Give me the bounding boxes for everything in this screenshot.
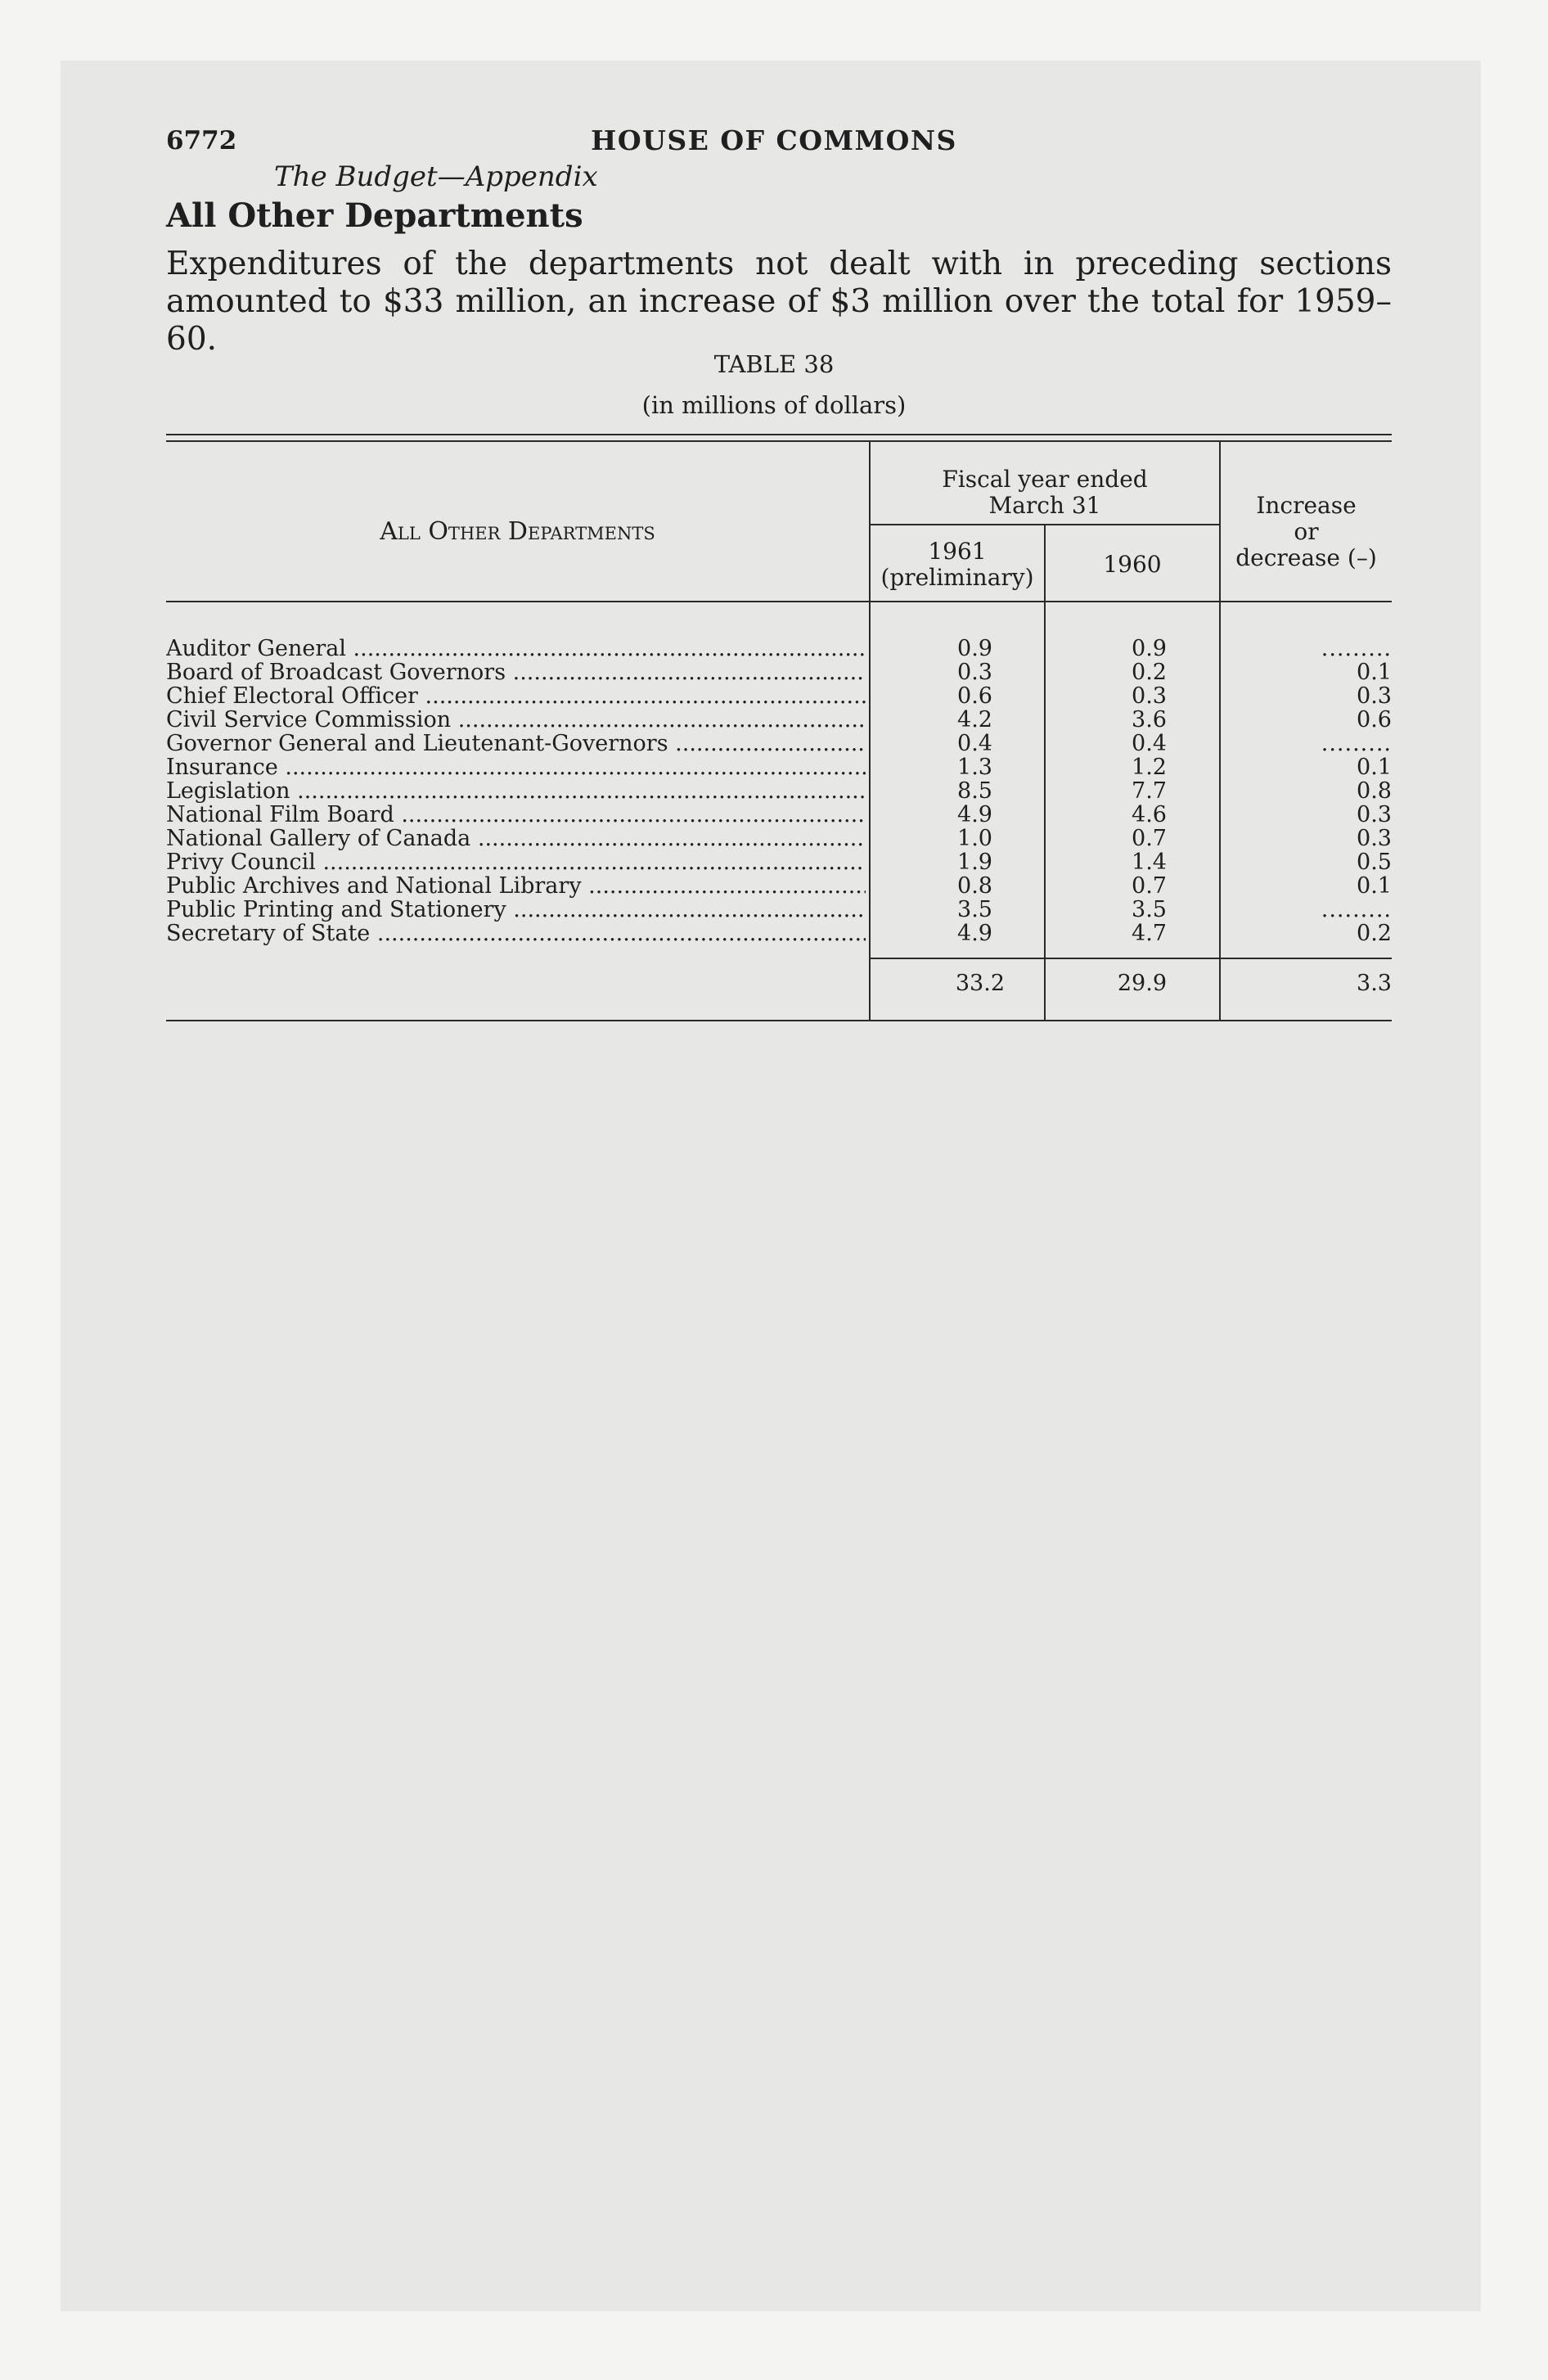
intro-line-1: Expenditures of the departments not dealt with in preceding sections	[166, 246, 1392, 282]
value-change: 0.1	[1357, 755, 1392, 779]
table-row	[166, 708, 1393, 732]
total-1960: 29.9	[1117, 971, 1167, 996]
department-name: Board of Broadcast Governors .....	[166, 660, 866, 684]
table-row	[166, 898, 1393, 922]
department-name: Auditor General .....	[166, 637, 866, 660]
value-1960: 1.2	[1132, 755, 1167, 780]
total-1961: 33.2	[955, 971, 1005, 996]
value-change: 0.3	[1357, 684, 1392, 708]
table-caption: TABLE 38	[713, 350, 835, 378]
table-row	[166, 732, 1393, 755]
value-1961: 1.0	[957, 826, 992, 851]
value-1961: 0.9	[957, 636, 992, 661]
value-1961: 4.9	[957, 921, 992, 946]
value-1960: 7.7	[1132, 778, 1167, 804]
table-row	[166, 850, 1393, 874]
value-1960: 0.2	[1132, 660, 1167, 685]
table-row	[166, 803, 1393, 827]
section-subtitle: The Budget—Appendix	[274, 160, 598, 193]
value-change: 0.6	[1357, 708, 1392, 732]
col-1961-header	[871, 539, 1044, 591]
department-name: National Film Board .....	[166, 803, 866, 827]
value-1960: 0.9	[1132, 636, 1167, 661]
change-header	[1221, 493, 1392, 571]
value-1961: 4.9	[957, 802, 992, 827]
table-row	[166, 660, 1393, 684]
fiscal-header-line-1: Fiscal year ended	[942, 466, 1148, 493]
change-header-line-3: decrease (–)	[1235, 544, 1377, 571]
value-1960: 1.4	[1132, 850, 1167, 875]
section-title: All Other Departments	[166, 196, 583, 235]
table-row	[166, 755, 1393, 779]
department-name: Privy Council .....	[166, 850, 866, 874]
value-change: .........	[1321, 637, 1392, 660]
total-row	[166, 971, 1393, 995]
table-row	[166, 684, 1393, 708]
value-change: 0.3	[1357, 803, 1392, 827]
table-bottom-rule	[166, 1020, 1392, 1021]
value-change: 0.5	[1357, 850, 1392, 874]
col-1961-year: 1961	[928, 538, 987, 565]
value-1960: 0.7	[1132, 873, 1167, 899]
value-1960: 0.3	[1132, 683, 1167, 709]
value-1961: 0.4	[957, 731, 992, 756]
value-1961: 1.3	[957, 755, 992, 780]
table-row	[166, 922, 1393, 945]
department-name: Civil Service Commission .....	[166, 708, 866, 732]
value-change: .........	[1321, 732, 1392, 755]
table-row	[166, 874, 1393, 898]
running-head: HOUSE OF COMMONS	[591, 124, 957, 156]
value-1961: 8.5	[957, 778, 992, 804]
value-1960: 0.7	[1132, 826, 1167, 851]
table-row	[166, 827, 1393, 850]
value-change: .........	[1321, 898, 1392, 922]
department-name: National Gallery of Canada .....	[166, 827, 866, 850]
value-change: 0.8	[1357, 779, 1392, 803]
stub-header: All Other Departments	[380, 517, 655, 546]
value-1961: 4.2	[957, 707, 992, 732]
table-row	[166, 779, 1393, 803]
department-name: Governor General and Lieutenant-Governors .....	[166, 732, 866, 755]
value-change: 0.2	[1357, 922, 1392, 945]
value-1961: 0.8	[957, 873, 992, 899]
fiscal-header	[871, 467, 1219, 519]
value-1960: 3.5	[1132, 897, 1167, 922]
table-top-rule-2	[166, 440, 1392, 442]
department-name: Secretary of State .....	[166, 922, 866, 945]
value-change: 0.1	[1357, 660, 1392, 684]
table-units: (in millions of dollars)	[641, 391, 907, 419]
value-change: 0.3	[1357, 827, 1392, 850]
department-name: Insurance .....	[166, 755, 866, 779]
value-1960: 0.4	[1132, 731, 1167, 756]
table-row	[166, 637, 1393, 660]
intro-line-2: amounted to $33 million, an increase of $3 million over the total for 1959–60.	[166, 283, 1392, 358]
col-1961-note: (preliminary)	[880, 564, 1034, 591]
header-rule	[166, 601, 1392, 602]
total-change: 3.3	[1357, 971, 1392, 995]
fiscal-header-line-2: March 31	[988, 492, 1101, 519]
department-name: Public Printing and Stationery .....	[166, 898, 866, 922]
value-1960: 4.6	[1132, 802, 1167, 827]
value-1961: 0.3	[957, 660, 992, 685]
col-1960-header: 1960	[1103, 551, 1162, 578]
value-1961: 1.9	[957, 850, 992, 875]
value-change: 0.1	[1357, 874, 1392, 898]
department-name: Legislation .....	[166, 779, 866, 803]
change-header-line-1: Increase	[1256, 492, 1357, 519]
department-name: Chief Electoral Officer .....	[166, 684, 866, 708]
department-name: Public Archives and National Library .....	[166, 874, 866, 898]
change-header-line-2: or	[1294, 518, 1319, 545]
value-1961: 3.5	[957, 897, 992, 922]
value-1961: 0.6	[957, 683, 992, 709]
total-rule	[869, 958, 1392, 959]
value-1960: 4.7	[1132, 921, 1167, 946]
value-1960: 3.6	[1132, 707, 1167, 732]
intro-paragraph	[166, 246, 1392, 358]
page-number: 6772	[166, 126, 237, 156]
table-top-rule	[166, 434, 1392, 435]
